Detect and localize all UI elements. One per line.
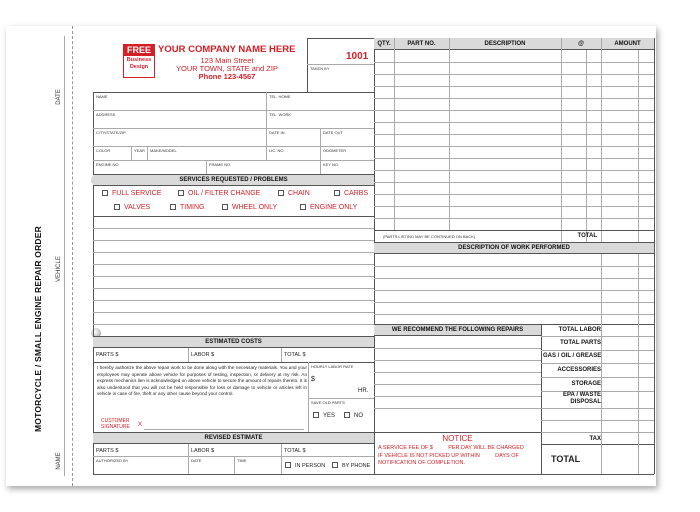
accessories-label: ACCESSORIES xyxy=(557,367,601,373)
odometer-field[interactable]: ODOMETER xyxy=(323,148,347,153)
stub-vehicle-label: VEHICLE xyxy=(56,256,62,282)
parts-continued-note: (PARTS LISTING MAY BE CONTINUED ON BACK) xyxy=(383,234,476,239)
company-name: YOUR COMPANY NAME HERE xyxy=(158,44,296,55)
hourly-rate-dollar: $ xyxy=(311,376,315,383)
revised-parts[interactable]: PARTS $ xyxy=(96,448,119,454)
color-field[interactable]: COLOR xyxy=(96,148,111,153)
notice-title: NOTICE xyxy=(442,434,473,443)
service-timing[interactable]: TIMING xyxy=(170,204,205,211)
frame-no-field[interactable]: FRAME NO. xyxy=(209,162,232,167)
authorization-text: I hereby authorize the above repair work to be done along with the necessary materials. You and your employees may operate above vehicle for purposes of testing, inspection, or delivery at my risk. An express mechanics lien is acknowledged on above vehicle to secure the amount of repairs thereto. It is also understood that you will not be held responsible for loss or damage to vehicle or articles left in vehicle in case of fire, theft or any other cause beyond your control. xyxy=(97,365,307,396)
storage-label: STORAGE xyxy=(571,381,601,387)
service-carbs[interactable]: CARBS xyxy=(334,190,368,197)
service-engine-only[interactable]: ENGINE ONLY xyxy=(300,204,357,211)
authorized-by[interactable]: AUTHORIZED BY xyxy=(96,458,129,463)
estimate-total[interactable]: TOTAL $ xyxy=(284,352,306,358)
col-amount: AMOUNT xyxy=(614,41,641,47)
checkbox[interactable] xyxy=(178,190,184,196)
total-labor-label: TOTAL LABOR xyxy=(558,327,601,333)
order-number: 1001 xyxy=(346,51,369,62)
checkbox[interactable] xyxy=(285,462,291,468)
grand-total-label: TOTAL xyxy=(551,454,581,464)
estimate-parts[interactable]: PARTS $ xyxy=(96,352,119,358)
col-part-no: PART NO. xyxy=(407,41,436,47)
key-no-field[interactable]: KEY NO. xyxy=(323,162,340,167)
service-oil-filter[interactable]: OIL / FILTER CHANGE xyxy=(178,190,260,197)
hourly-labor-rate: HOURLY LABOR RATE xyxy=(311,364,354,369)
taken-by-label: TAKEN BY xyxy=(310,66,330,71)
epa-waste-disposal-label: EPA / WASTE DISPOSAL xyxy=(562,392,601,405)
logo-design: Design xyxy=(129,64,149,70)
company-phone: Phone 123-4567 xyxy=(198,72,256,81)
stub xyxy=(6,26,73,486)
notice-text: A SERVICE FEE OF $ PER DAY WILL BE CHARGED IF VEHICLE IS NOT PICKED UP WITHIN DAYS OF NOTIFICATION OF COMPLETION. xyxy=(378,445,524,466)
company-city: YOUR TOWN, STATE and ZIP xyxy=(176,64,278,73)
year-field[interactable]: YEAR xyxy=(134,148,145,153)
customer-signature-label: CUSTOMER SIGNATURE xyxy=(101,418,130,430)
make-model-field[interactable]: MAKE/MODEL xyxy=(150,148,177,153)
save-old-parts-label: SAVE OLD PARTS xyxy=(311,400,345,405)
tel-work-field[interactable]: TEL. WORK xyxy=(269,112,292,117)
save-parts-no[interactable]: NO xyxy=(344,412,363,419)
service-valves[interactable]: VALVES xyxy=(114,204,150,211)
signature-line[interactable] xyxy=(144,429,304,430)
by-phone-option[interactable]: BY PHONE xyxy=(332,462,370,469)
lic-no-field[interactable]: LIC. NO. xyxy=(269,148,285,153)
recommend-header: WE RECOMMEND THE FOLLOWING REPAIRS xyxy=(374,324,541,336)
save-parts-yes[interactable]: YES xyxy=(313,412,335,419)
revised-estimate-header: REVISED ESTIMATE xyxy=(93,432,374,444)
company-street: 123 Main Street xyxy=(200,56,254,65)
service-wheel-only[interactable]: WHEEL ONLY xyxy=(222,204,277,211)
checkbox[interactable] xyxy=(332,462,338,468)
estimated-costs-header: ESTIMATED COSTS xyxy=(93,336,374,348)
checkbox[interactable] xyxy=(334,190,340,196)
logo-business: Business xyxy=(126,57,152,63)
col-at: @ xyxy=(578,41,584,47)
revised-labor[interactable]: LABOR $ xyxy=(191,448,215,454)
service-chain[interactable]: CHAIN xyxy=(278,190,310,197)
work-performed-header: DESCRIPTION OF WORK PERFORMED xyxy=(374,242,654,254)
stub-name-label: NAME xyxy=(56,452,62,470)
city-field[interactable]: CITY/STATE/ZIP xyxy=(96,130,126,135)
checkbox[interactable] xyxy=(222,204,228,210)
signature-x: X xyxy=(138,422,143,428)
date-in-field[interactable]: DATE IN xyxy=(269,130,285,135)
checkbox[interactable] xyxy=(170,204,176,210)
total-parts-label: TOTAL PARTS xyxy=(560,340,601,346)
logo-free: FREE xyxy=(124,45,154,56)
repair-order-form xyxy=(6,26,656,486)
tel-home-field[interactable]: TEL. HOME xyxy=(269,94,291,99)
gas-oil-grease-label: GAS / OIL / GREASE xyxy=(543,353,602,359)
hourly-rate-hr: HR. xyxy=(358,388,369,394)
revised-time[interactable]: TIME xyxy=(237,458,247,463)
parts-total-label: TOTAL xyxy=(577,233,597,239)
checkbox[interactable] xyxy=(344,412,350,418)
tax-label: TAX xyxy=(589,436,601,442)
stub-date-label: DATE xyxy=(56,89,62,105)
in-person-option[interactable]: IN PERSON xyxy=(285,462,325,469)
revised-date[interactable]: DATE xyxy=(191,458,202,463)
revised-total[interactable]: TOTAL $ xyxy=(284,448,306,454)
col-description: DESCRIPTION xyxy=(484,41,526,47)
estimate-labor[interactable]: LABOR $ xyxy=(191,352,215,358)
checkbox[interactable] xyxy=(313,412,319,418)
logo xyxy=(123,44,155,78)
form-title: MOTORCYCLE / SMALL ENGINE REPAIR ORDER xyxy=(33,226,43,432)
col-qty: QTY. xyxy=(377,41,391,47)
checkbox[interactable] xyxy=(278,190,284,196)
engine-no-field[interactable]: ENGINE NO. xyxy=(96,162,120,167)
checkbox[interactable] xyxy=(102,190,108,196)
address-field[interactable]: ADDRESS xyxy=(96,112,116,117)
services-header: SERVICES REQUESTED / PROBLEMS xyxy=(93,174,374,186)
checkbox[interactable] xyxy=(300,204,306,210)
date-out-field[interactable]: DATE OUT xyxy=(323,130,343,135)
service-full-service[interactable]: FULL SERVICE xyxy=(102,190,161,197)
checkbox[interactable] xyxy=(114,204,120,210)
name-field[interactable]: NAME xyxy=(96,94,108,99)
